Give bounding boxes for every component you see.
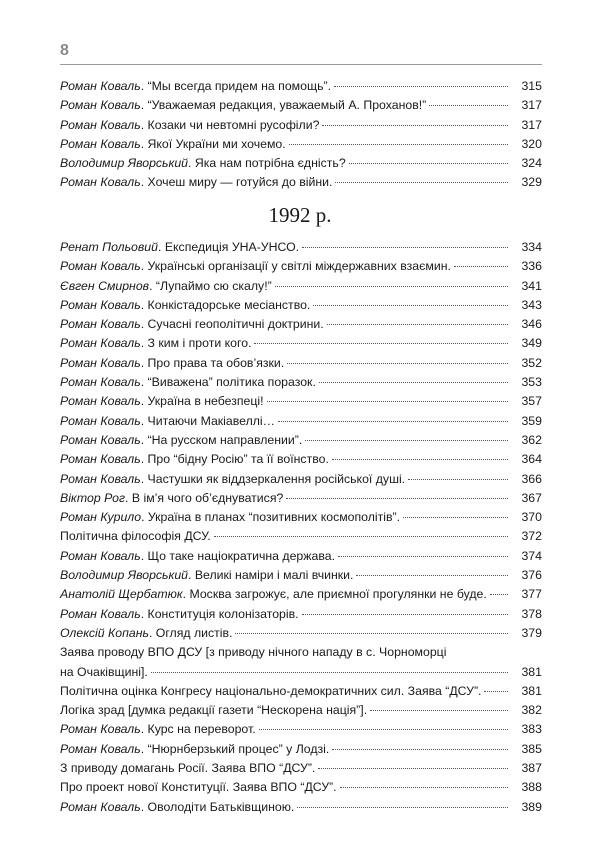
entry-author: Роман Коваль — [60, 548, 141, 563]
dot-leader — [286, 498, 508, 499]
entry-text — [60, 296, 310, 315]
dot-leader — [319, 382, 508, 383]
entry-author: Роман Коваль — [60, 136, 141, 151]
toc-entry — [60, 508, 542, 527]
toc-entry — [60, 277, 542, 296]
entry-text — [60, 277, 272, 296]
entry-text — [60, 508, 400, 527]
entry-title: . Яка нам потрібна єдність? — [188, 156, 346, 171]
entry-title: Про проект нової Конституції. Заява ВПО “ДСУ”. — [60, 780, 337, 795]
entry-page: 320 — [521, 136, 542, 151]
dot-leader — [302, 614, 508, 615]
dot-leader — [151, 672, 508, 673]
entry-page: 346 — [521, 317, 542, 332]
entry-text — [60, 798, 294, 817]
entry-title: . Що таке націократична держава. — [140, 548, 335, 563]
entry-page: 349 — [521, 336, 542, 351]
entry-title: . Експедиція УНА-УНСО. — [158, 240, 300, 254]
entry-page: 370 — [521, 510, 542, 525]
toc-entry — [60, 334, 542, 353]
entry-page: 381 — [521, 664, 542, 679]
entry-text — [60, 116, 319, 135]
dot-leader — [454, 266, 508, 267]
entry-text — [60, 412, 275, 431]
toc-entry — [60, 296, 542, 315]
entry-page: 364 — [521, 452, 542, 467]
entry-text — [60, 624, 232, 643]
entry-page: 357 — [521, 394, 542, 409]
entry-title-continued: на Очаківщині]. — [60, 664, 148, 679]
toc-entry — [60, 605, 542, 624]
entry-page: 334 — [521, 240, 542, 254]
entry-text — [60, 720, 256, 739]
dot-leader — [332, 749, 508, 750]
entry-title: . Українські організації у світлі міждержавних взаємин. — [140, 259, 451, 274]
toc-entry — [60, 238, 542, 257]
entry-title: . Козаки чи невтомні русофіли? — [140, 117, 320, 132]
dot-leader — [235, 633, 508, 634]
dot-leader — [490, 594, 508, 595]
entry-text — [60, 740, 329, 759]
toc-entry — [60, 154, 542, 173]
toc-entry — [60, 720, 542, 739]
entry-title: Політична філософія ДСУ. — [60, 529, 211, 544]
toc-entry — [60, 566, 542, 585]
entry-page: 359 — [521, 413, 542, 428]
dot-leader — [254, 343, 508, 344]
entry-page: 387 — [521, 761, 542, 776]
entry-title: . “Лупаймо сю скалу!” — [149, 278, 272, 293]
toc-entry — [60, 315, 542, 334]
entry-author: Роман Коваль — [60, 317, 141, 332]
entry-title: . Москва загрожує, але приємної прогулянки не буде. — [182, 587, 487, 602]
entry-title: . Сучасні геополітичні доктрини. — [140, 317, 324, 332]
dot-leader — [275, 286, 508, 287]
dot-leader — [267, 401, 508, 402]
dot-leader — [313, 305, 508, 306]
entry-author: Роман Коваль — [60, 98, 141, 113]
entry-page: 366 — [521, 471, 542, 486]
entry-text — [60, 759, 315, 778]
toc-entry — [60, 450, 542, 469]
toc-entry — [60, 257, 542, 276]
dot-leader — [484, 691, 508, 692]
entry-text — [60, 547, 335, 566]
entry-page: 382 — [521, 703, 542, 718]
toc-entry — [60, 643, 542, 662]
entry-page: 388 — [521, 780, 542, 795]
entry-page: 376 — [521, 568, 542, 583]
entry-title: Політична оцінка Конгресу національно-демократичних сил. Заява “ДСУ”. — [60, 683, 482, 698]
dot-leader — [278, 421, 508, 422]
toc-entry — [60, 740, 542, 759]
entry-title: . Про “бідну Росію” та її воїнство. — [140, 452, 329, 467]
toc-entry — [60, 682, 542, 701]
toc-section-1992 — [60, 238, 542, 817]
entry-page: 362 — [521, 432, 542, 447]
entry-text — [60, 257, 451, 276]
entry-text — [60, 682, 481, 701]
dot-leader — [335, 182, 508, 183]
entry-author: Роман Коваль — [60, 375, 141, 390]
entry-author: Роман Коваль — [60, 741, 141, 756]
dot-leader — [327, 324, 508, 325]
entry-page: 341 — [521, 278, 542, 293]
dot-leader — [338, 556, 508, 557]
entry-author: Роман Коваль — [60, 606, 141, 621]
entry-text — [60, 392, 264, 411]
entry-page: 367 — [521, 490, 542, 505]
toc-entry — [60, 624, 542, 643]
dot-leader — [349, 163, 508, 164]
entry-title: . “Виважена” політика поразок. — [140, 375, 316, 390]
entry-text — [60, 701, 367, 720]
entry-text — [60, 315, 324, 334]
entry-text — [60, 470, 405, 489]
entry-author: Роман Коваль — [60, 297, 141, 312]
entry-title: . Якої України ми хочемо. — [140, 136, 286, 151]
entry-author: Олексій Копань — [60, 625, 149, 640]
entry-page: 353 — [521, 375, 542, 390]
dot-leader — [356, 575, 508, 576]
entry-title: . Хочеш миру — готуйся до війни. — [140, 175, 333, 190]
header-rule — [60, 64, 542, 65]
entry-page: 317 — [521, 98, 542, 113]
entry-page: 379 — [521, 625, 542, 640]
entry-page: 343 — [521, 297, 542, 312]
entry-title: . Конституція колонізаторів. — [140, 606, 299, 621]
entry-text — [60, 489, 283, 508]
dot-leader — [334, 86, 508, 87]
entry-text — [60, 373, 316, 392]
entry-title: . Курс на переворот. — [140, 722, 256, 737]
entry-title: . “Нюрнберзький процес” у Лодзі. — [140, 741, 330, 756]
entry-page: 374 — [521, 548, 542, 563]
entry-author: Володимир Яворський — [60, 568, 189, 583]
entry-text — [60, 334, 251, 353]
entry-author: Роман Коваль — [60, 799, 141, 814]
toc-entry — [60, 431, 542, 450]
entry-text — [60, 77, 331, 96]
toc-entry — [60, 547, 542, 566]
entry-title: . Україна в небезпеці! — [140, 394, 264, 409]
entry-title: . Конкістадорське месіанство. — [140, 297, 311, 312]
entry-page: 352 — [521, 355, 542, 370]
entry-author: Роман Коваль — [60, 259, 141, 274]
entry-title: . Частушки як віддзеркалення російської душі. — [140, 471, 406, 486]
entry-text — [60, 527, 211, 546]
entry-text — [60, 585, 487, 604]
entry-author: Роман Коваль — [60, 722, 141, 737]
entry-author: Роман Коваль — [60, 452, 141, 467]
entry-text — [60, 431, 302, 450]
entry-page: 383 — [521, 722, 542, 737]
dot-leader — [408, 479, 508, 480]
dot-leader — [429, 105, 508, 106]
entry-author: Євген Смирнов — [60, 278, 150, 293]
toc-entry — [60, 173, 542, 192]
entry-text — [60, 96, 426, 115]
entry-author: Володимир Яворський — [60, 156, 189, 171]
entry-author: Роман Коваль — [60, 336, 141, 351]
entry-title: . “На русском направлении”. — [140, 432, 303, 447]
entry-page: 389 — [521, 799, 542, 814]
entry-title: . Україна в планах “позитивних космополітів”. — [141, 510, 401, 525]
entry-text — [60, 238, 299, 257]
toc-entry — [60, 354, 542, 373]
entry-page: 317 — [521, 117, 542, 132]
entry-title: . Великі наміри і малі вчинки. — [188, 568, 354, 583]
dot-leader — [403, 517, 508, 518]
entry-text — [60, 354, 284, 373]
entry-title: . “Мы всегда придем на помощь”. — [140, 79, 331, 93]
entry-author: Роман Коваль — [60, 79, 141, 93]
entry-page: 336 — [521, 259, 542, 274]
toc-entry — [60, 798, 542, 817]
toc-entry — [60, 470, 542, 489]
dot-leader — [318, 768, 508, 769]
entry-title: . З ким і проти кого. — [140, 336, 252, 351]
entry-title: З приводу домагань Росії. Заява ВПО “ДСУ”. — [60, 761, 316, 776]
toc-entry — [60, 392, 542, 411]
toc-entry — [60, 585, 542, 604]
entry-author: Роман Коваль — [60, 432, 141, 447]
toc-entry — [60, 116, 542, 135]
entry-page: 381 — [521, 683, 542, 698]
entry-title: Заява проводу ВПО ДСУ [з приводу нічного нападу в с. Чорноморці — [60, 645, 447, 660]
dot-leader — [302, 247, 508, 248]
dot-leader — [370, 710, 508, 711]
entry-title: . Огляд листів. — [148, 625, 233, 640]
entry-author: Роман Коваль — [60, 355, 141, 370]
dot-leader — [332, 459, 508, 460]
entry-page: 315 — [521, 79, 542, 93]
dot-leader — [259, 729, 508, 730]
toc-entry — [60, 759, 542, 778]
toc-entry — [60, 135, 542, 154]
toc-entry — [60, 96, 542, 115]
entry-author: Віктор Рог — [60, 490, 126, 505]
entry-text — [60, 605, 299, 624]
toc-entry — [60, 701, 542, 720]
entry-title: . Читаючи Макіавеллі… — [140, 413, 275, 428]
entry-author: Роман Коваль — [60, 413, 141, 428]
entry-author: Ренат Польовий — [60, 240, 158, 254]
toc-section-top — [60, 77, 542, 193]
dot-leader — [340, 787, 508, 788]
entry-title: . Оволодіти Батьківщиною. — [140, 799, 295, 814]
toc-entry — [60, 412, 542, 431]
dot-leader — [287, 363, 508, 364]
entry-page: 324 — [521, 156, 542, 171]
toc-entry — [60, 778, 542, 797]
dot-leader — [214, 536, 508, 537]
entry-text — [60, 135, 286, 154]
entry-author: Роман Коваль — [60, 471, 141, 486]
entry-text — [60, 154, 346, 173]
entry-author: Роман Коваль — [60, 117, 141, 132]
entry-title: . В ім’я чого об’єднуватися? — [125, 490, 284, 505]
entry-page: 372 — [521, 529, 542, 544]
dot-leader — [305, 440, 508, 441]
entry-author: Анатолій Щербатюк — [60, 587, 183, 602]
dot-leader — [297, 807, 508, 808]
entry-title: . Про права та обов’язки. — [140, 355, 285, 370]
dot-leader — [289, 144, 508, 145]
entry-page: 329 — [521, 175, 542, 190]
toc-entry-continuation — [60, 663, 542, 682]
entry-page: 385 — [521, 741, 542, 756]
dot-leader — [322, 125, 508, 126]
entry-text — [60, 173, 332, 192]
entry-author: Роман Коваль — [60, 175, 141, 190]
entry-page: 378 — [521, 606, 542, 621]
page-number: 8 — [60, 42, 70, 59]
year-heading: 1992 р. — [268, 203, 332, 227]
entry-page: 377 — [521, 587, 542, 602]
entry-author: Роман Коваль — [60, 394, 141, 409]
entry-author: Роман Курило — [60, 510, 142, 525]
toc-entry — [60, 77, 542, 96]
toc-entry — [60, 489, 542, 508]
entry-text — [60, 450, 329, 469]
entry-title: . “Уважаемая редакция, уважаемый А. Проханов!” — [140, 98, 427, 113]
entry-text — [60, 566, 353, 585]
entry-title: Логіка зрад [думка редакції газети “Нескорена нація”]. — [60, 703, 368, 718]
entry-text — [60, 778, 337, 797]
toc-entry — [60, 527, 542, 546]
toc-entry — [60, 373, 542, 392]
